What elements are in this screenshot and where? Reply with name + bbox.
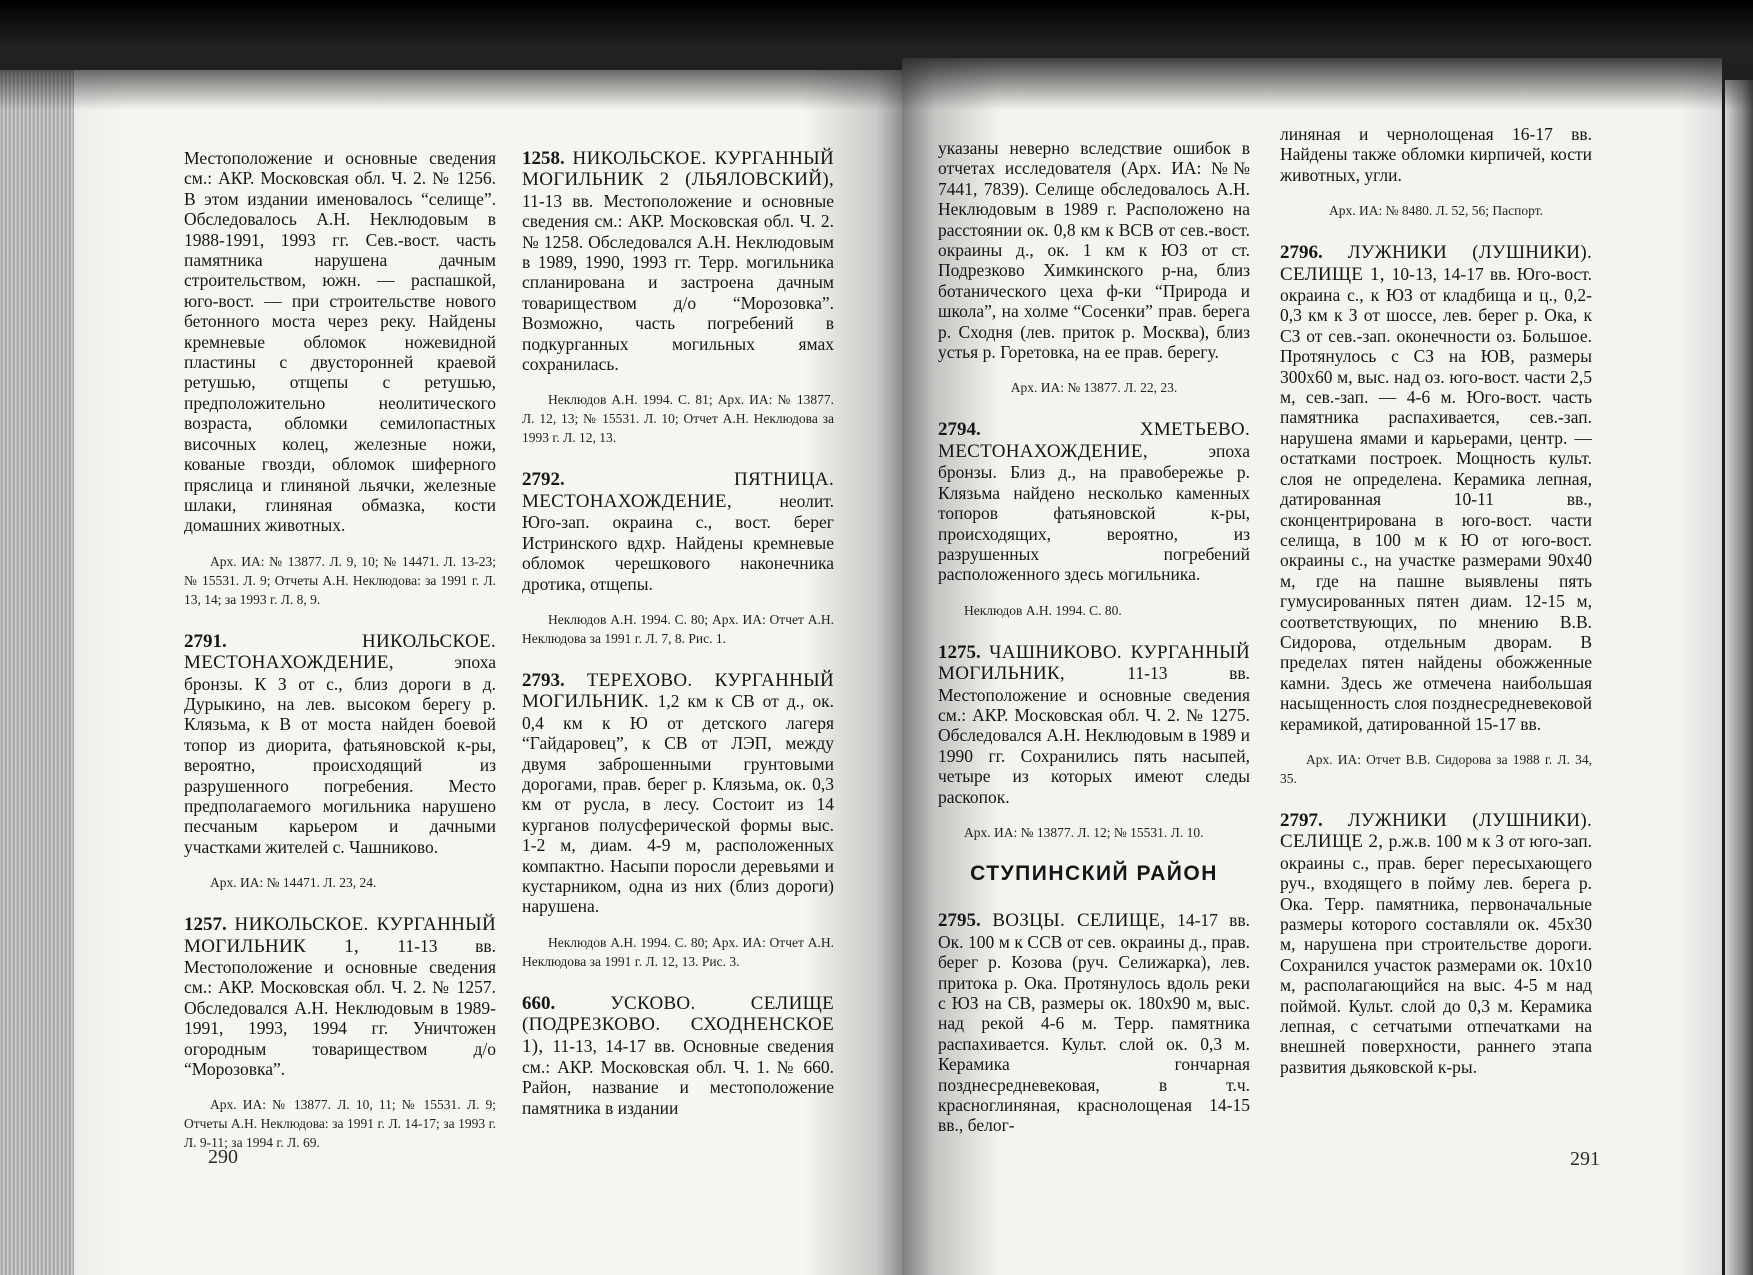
- entry-1275: [938, 642, 1250, 807]
- entry-2794-source: Неклюдов А.Н. 1994. С. 80.: [964, 602, 1122, 618]
- entry-2792-source: Неклюдов А.Н. 1994. С. 80; Арх. ИА: Отчет А.Н. Неклюдова за 1991 г. Л. 7, 8. Рис. 1.: [522, 611, 834, 646]
- entry-2795: [938, 910, 1250, 1135]
- entry-body: 11-13 вв. Местоположение и основные сведения см.: АКР. Московская обл. Ч. 2. № 1275. Обследовался А.Н. Неклюдовым в 1989 и 1990 гг. Сохранились пять насыпей, четыре из которых имеют следы раскопок.: [938, 663, 1250, 807]
- entry-title: ПЯТНИЦА. МЕСТОНАХОЖДЕНИЕ,: [522, 469, 834, 512]
- entry-number: 2791.: [184, 630, 362, 652]
- entry-body: р.ж.в. 100 м к З от юго-зап. окраины с., прав. берег пересыхающего руч., входящего в пойму лев. берега р. Ока. Терр. памятника, первоначальные размеры которого составляли ок. 45х30 м, нарушена при строительстве дороги. Сохранился участок размерами ок. 10х10 м, располагающийся на выс. 4-5 м над поймой. Культ. слой до 0,3 м. Керамика лепная, с сетчатыми отпечатками на внешней поверхности, раннего этапа развития дьяковской к-ры.: [1280, 831, 1592, 1077]
- entry-body: неолит. Юго-зап. окраина с., вост. берег Истринского вдхр. Найдены кремневые обломок черешкового наконечника дротика, отщепы.: [522, 490, 834, 594]
- entry-1258-source: Неклюдов А.Н. 1994. С. 81; Арх. ИА: № 13877. Л. 12, 13; № 15531. Л. 10; Отчет А.Н. Неклюдова за 1993 г. Л. 12, 13.: [522, 392, 834, 446]
- entry-1256-source: Арх. ИА: № 13877. Л. 9, 10; № 14471. Л. 13-23; № 15531. Л. 9; Отчеты А.Н. Неклюдова: за 1991 г. Л. 13, 14; за 1993 г. Л. 8, 9.: [184, 553, 496, 607]
- page-number-left: 290: [208, 1146, 238, 1168]
- entry-2795-source: Арх. ИА: № 8480. Л. 52, 56; Паспорт.: [1329, 203, 1543, 219]
- entry-1258: [522, 148, 834, 374]
- entry-title: НИКОЛЬСКОЕ. КУРГАННЫЙ МОГИЛЬНИК 1,: [184, 914, 497, 957]
- left-column-1: [184, 148, 496, 1174]
- entry-title: ЛУЖНИКИ (ЛУШНИКИ). СЕЛИЩЕ 1,: [1280, 242, 1592, 285]
- page-number-right: 291: [1570, 1148, 1600, 1170]
- entry-number: 2794.: [938, 419, 1140, 441]
- right-page: [902, 58, 1722, 1275]
- entry-1257-source: Арх. ИА: № 13877. Л. 10, 11; № 15531. Л. 9; Отчеты А.Н. Неклюдова: за 1991 г. Л. 14-17; за 1993 г. Л. 9-11; за 1994 г. Л. 69.: [184, 1097, 496, 1151]
- entry-body: 1,2 км к СВ от д., ок. 0,4 км к Ю от детского лагеря “Гайдаровец”, к СВ от ЛЭП, между двумя заброшенными грунтовыми дорогами, прав. берег р. Клязьма, ок. 0,3 км от русла, в лесу. Состоит из 14 курганов полусферической формы выс. 1-2 м, диам. 4-9 м, расположенных компактно. Насыпи поросли деревьями и кустарником, одна из них (близ дороги) нарушена.: [522, 691, 834, 917]
- entry-number: 1275.: [938, 641, 990, 663]
- entry-2791: [184, 631, 496, 857]
- entry-body: 14-17 вв. Ок. 100 м к ССВ от сев. окраины д., прав. берег р. Козова (руч. Селижарка), лев. притока р. Ока. Протянулось вдоль реки с ЮЗ на СВ, размеры ок. 180х90 м, выс. над рекой 4-6 м. Терр. памятника распахивается. Культ. слой ок. 0,3 м. Керамика гончарная позднесредневековая, в т.ч. красноглиняная, краснолощеная 14-15 вв., белог-: [938, 910, 1250, 1136]
- entry-2793: [522, 670, 834, 917]
- entry-660: [522, 993, 834, 1118]
- entry-title: УСКОВО. СЕЛИЩЕ (ПОДРЕЗКОВО. СХОДНЕНСКОЕ 1),: [522, 992, 834, 1057]
- right-column-2: [1280, 124, 1592, 1093]
- entry-number: 2796.: [1280, 242, 1348, 264]
- right-column-1: [938, 138, 1250, 1152]
- entry-1257: [184, 914, 496, 1079]
- district-heading: СТУПИНСКИЙ РАЙОН: [970, 861, 1218, 885]
- entry-number: 2797.: [1280, 809, 1348, 831]
- entry-1275-source: Арх. ИА: № 13877. Л. 12; № 15531. Л. 10.: [964, 824, 1204, 840]
- entry-number: 2795.: [938, 910, 993, 932]
- entry-number: 2793.: [522, 669, 587, 691]
- entry-body: 11-13 вв. Местоположение и основные сведения см.: АКР. Московская обл. Ч. 2. № 1257. Обследовался А.Н. Неклюдовым в 1989-1991, 1993, 1994 гг. Уничтожен огородным товариществом д/о “Морозовка”.: [184, 935, 496, 1080]
- entry-2792: [522, 469, 834, 593]
- entry-body: эпоха бронзы. Близ д., на правобережье р. Клязьма найдено несколько каменных топоров фатьяновской к-ры, происходящих, вероятно, из разрушенных погребений расположенного здесь могильника.: [938, 440, 1250, 585]
- entry-number: 2792.: [522, 469, 734, 491]
- entry-title: ТЕРЕХОВО. КУРГАННЫЙ МОГИЛЬНИК.: [522, 669, 835, 713]
- entry-1256-continuation: Местоположение и основные сведения см.: АКР. Московская обл. Ч. 2. № 1256. В этом издании именовалось “селище”. Обследовалось А.Н. Неклюдовым в 1988-1991, 1993 гг. Сев.-вост. часть памятника нарушена дачным строительством, южн. — распашкой, юго-вост. — при строительстве нового бетонного моста через реку. Найдены кремневые обломок ножевидной пластины с двусторонней краевой ретушью, отщепы с ретушью, предположительно неолитического возраста, обломки семилопастных височных колец, железные ножи, кованые гвозди, обломок шиферного пряслица и глиняной льячки, железные шлаки, глиняная обмазка, кости домашних животных.: [184, 148, 496, 536]
- entry-body: 10-13, 14-17 вв. Юго-вост. окраина с., к ЮЗ от кладбища и ц., 0,2-0,3 км к З от шоссе, лев. берег р. Ока, к СЗ от сев.-зап. оконечности оз. Большое. Протянулось с СЗ на ЮВ, размеры 300х60 м, выс. над оз. юго-вост. части 2,5 м, сев.-зап. — 4-6 м. Юго-вост. часть памятника распахивается, сев.-зап. нарушена ямами и карьерами, центр. — остатками построек. Мощность культ. слоя не определена. Керамика лепная, датированная 10-11 вв., сконцентрирована в юго-вост. части селища, в 100 м к Ю от юго-вост. окраины с., на участке размерами 90х40 м, где на пашне выявлены пять гумусированных пятен диам. 12-15 м, соответствующих, по мнению В.В. Сидорова, отдельным дворам. В пределах пятен найдены обожженные камни. Здесь же отмечена наибольшая насыщенность слоя позднесредневековой керамикой, датированной 15-17 вв.: [1280, 263, 1592, 734]
- entry-number: 660.: [522, 992, 611, 1014]
- left-column-2: [522, 148, 834, 1134]
- entry-title: ВОЗЦЫ. СЕЛИЩЕ,: [992, 910, 1178, 932]
- entry-number: 1257.: [184, 914, 235, 936]
- entry-title: ЧАШНИКОВО. КУРГАННЫЙ МОГИЛЬНИК,: [938, 641, 1250, 685]
- entry-2794: [938, 419, 1250, 584]
- entry-660-source: Арх. ИА: № 13877. Л. 22, 23.: [1010, 380, 1178, 396]
- entry-title: ХМЕТЬЕВО. МЕСТОНАХОЖДЕНИЕ,: [938, 419, 1250, 462]
- entry-2796-source: Арх. ИА: Отчет В.В. Сидорова за 1988 г. Л. 34, 35.: [1280, 751, 1592, 786]
- entry-2793-source: Неклюдов А.Н. 1994. С. 80; Арх. ИА: Отчет А.Н. Неклюдова за 1991 г. Л. 12, 13. Рис. 3.: [522, 934, 834, 969]
- entry-title: НИКОЛЬСКОЕ. КУРГАННЫЙ МОГИЛЬНИК 2 (ЛЬЯЛОВСКИЙ),: [522, 148, 835, 191]
- entry-body: эпоха бронзы. К З от с., близ дороги в д. Дурыкино, на лев. высоком берегу р. Клязьма, к В от моста найден боевой топор из диорита, фатьяновской к-ры, вероятно, происходящий из разрушенного погребения. Место предполагаемого могильника нарушено песчаным карьером и дачными участками жителей с. Чашниково.: [184, 652, 496, 857]
- entry-2796: [1280, 242, 1592, 734]
- book-edge-left: [0, 70, 80, 1275]
- entry-660-continuation: указаны неверно вследствие ошибок в отчетах исследователя (Арх. ИА: №№ 7441, 7839). Селище обследовалось А.Н. Неклюдовым в 1989 г. Расположено на расстоянии ок. 0,8 км к ВСВ от сев.-вост. окраины д., ок. 1 км к ЮЗ от ст. Подрезково Химкинского р-на, близ ботанического цеха ф-ки “Природа и школа”, на холме “Сосенки” прав. берега р. Сходня (лев. приток р. Москва), близ устья р. Горетовка, на ее прав. берегу.: [938, 138, 1250, 363]
- entry-number: 1258.: [522, 148, 573, 169]
- entry-body: 11-13, 14-17 вв. Основные сведения см.: АКР. Московская обл. Ч. 1. № 660. Район, название и местоположение памятника в издании: [522, 1035, 835, 1118]
- book-edge-right: [1725, 80, 1753, 1275]
- entry-2797: [1280, 810, 1592, 1077]
- entry-title: НИКОЛЬСКОЕ. МЕСТОНАХОЖДЕНИЕ,: [184, 630, 496, 674]
- entry-2795-continuation: линяная и чернолощеная 16-17 вв. Найдены также обломки кирпичей, кости животных, угли.: [1280, 124, 1592, 185]
- entry-2791-source: Арх. ИА: № 14471. Л. 23, 24.: [210, 875, 377, 891]
- entry-title: ЛУЖНИКИ (ЛУШНИКИ). СЕЛИЩЕ 2,: [1280, 809, 1592, 853]
- entry-body: 11-13 вв. Местоположение и основные сведения см.: АКР. Московская обл. Ч. 2. № 1258. Обследовался А.Н. Неклюдовым в 1989, 1990, 1993 гг. Терр. могильника спланирована и застроена дачным товариществом д/о “Морозовка”. Возможно, часть погребений в подкурганных могильных ямах сохранилась.: [522, 190, 834, 375]
- left-page: [74, 70, 902, 1275]
